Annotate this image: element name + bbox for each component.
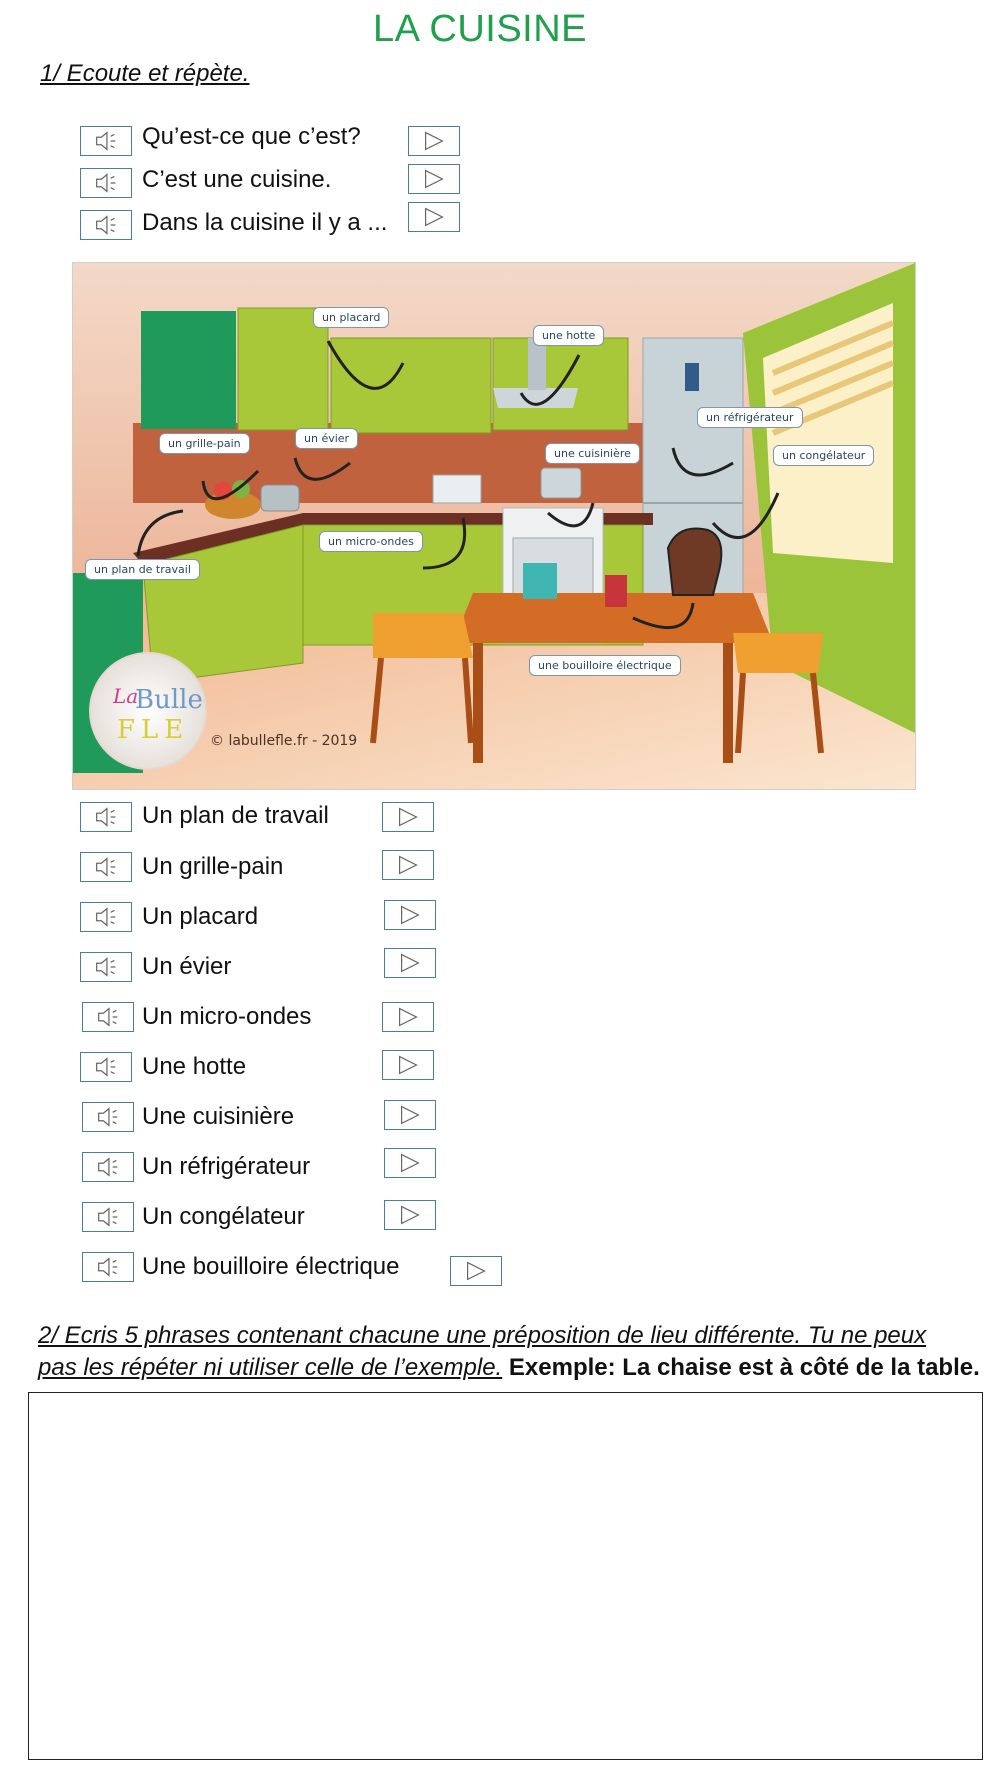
vocab-8-speaker-button[interactable] — [82, 1152, 134, 1182]
page-title: LA CUISINE — [372, 8, 588, 50]
svg-text:FLE: FLE — [117, 715, 190, 745]
exercise1-heading: 1/ Ecoute et répète. — [40, 60, 250, 87]
phrase-1-play-button[interactable] — [408, 126, 460, 156]
vocab-6-play-button[interactable] — [382, 1050, 434, 1080]
exercise2-instruction-line2: pas les répéter ni utiliser celle de l’exemple. — [38, 1354, 503, 1381]
vocab-4-play-button[interactable] — [384, 948, 436, 978]
vocab-3-text: Un placard — [142, 903, 259, 930]
label-placard: un placard — [313, 307, 389, 328]
svg-text:Bulle: Bulle — [135, 685, 203, 715]
label-hotte: une hotte — [533, 325, 604, 346]
label-cuisiniere: une cuisinière — [545, 443, 640, 464]
vocab-6-speaker-button[interactable] — [80, 1052, 132, 1082]
vocab-9-play-button[interactable] — [384, 1200, 436, 1230]
label-plan-de-travail: un plan de travail — [85, 559, 200, 580]
exercise2-example: Exemple: La chaise est à côté de la table. — [508, 1354, 980, 1381]
vocab-5-play-button[interactable] — [382, 1002, 434, 1032]
label-congelateur: un congélateur — [773, 445, 874, 466]
kitchen-drawing — [73, 263, 915, 789]
vocab-10-speaker-button[interactable] — [82, 1252, 134, 1282]
label-bouilloire: une bouilloire électrique — [529, 655, 681, 676]
vocab-2-speaker-button[interactable] — [80, 852, 132, 882]
vocab-5-speaker-button[interactable] — [82, 1002, 134, 1032]
vocab-10-text: Une bouilloire électrique — [142, 1253, 400, 1280]
vocab-2-text: Un grille-pain — [142, 853, 284, 880]
svg-text:La: La — [113, 684, 139, 708]
vocab-7-play-button[interactable] — [384, 1100, 436, 1130]
vocab-1-speaker-button[interactable] — [80, 802, 132, 832]
vocab-6-text: Une hotte — [142, 1053, 247, 1080]
vocab-8-text: Un réfrigérateur — [142, 1153, 311, 1180]
vocab-5-text: Un micro-ondes — [142, 1003, 312, 1030]
vocab-10-play-button[interactable] — [450, 1256, 502, 1286]
phrase-1-text: Qu’est-ce que c’est? — [142, 123, 361, 150]
copyright-credit: © labullefle.fr - 2019 — [210, 733, 358, 749]
vocab-1-play-button[interactable] — [382, 802, 434, 832]
vocab-7-speaker-button[interactable] — [82, 1102, 134, 1132]
exercise2-instructions — [38, 1320, 998, 1384]
label-micro-ondes: un micro-ondes — [319, 531, 423, 552]
phrase-2-text: C’est une cuisine. — [142, 166, 332, 193]
vocab-7-text: Une cuisinière — [142, 1103, 295, 1130]
phrase-2-play-button[interactable] — [408, 164, 460, 194]
label-evier: un évier — [295, 428, 358, 449]
phrase-3-play-button[interactable] — [408, 202, 460, 232]
vocab-9-text: Un congélateur — [142, 1203, 305, 1230]
vocab-4-speaker-button[interactable] — [80, 952, 132, 982]
vocab-8-play-button[interactable] — [384, 1148, 436, 1178]
exercise2-instruction-line1: 2/ Ecris 5 phrases contenant chacune une préposition de lieu différente. Tu ne peux — [38, 1322, 927, 1349]
vocab-9-speaker-button[interactable] — [82, 1202, 134, 1232]
vocab-2-play-button[interactable] — [382, 850, 434, 880]
phrase-2-speaker-button[interactable] — [80, 168, 132, 198]
label-grille-pain: un grille-pain — [159, 433, 250, 454]
answer-box[interactable] — [28, 1392, 983, 1760]
kitchen-illustration — [72, 262, 916, 790]
vocab-4-text: Un évier — [142, 953, 232, 980]
phrase-1-speaker-button[interactable] — [80, 126, 132, 156]
label-refrigerateur: un réfrigérateur — [697, 407, 803, 428]
phrase-3-speaker-button[interactable] — [80, 210, 132, 240]
phrase-3-text: Dans la cuisine il y a ... — [142, 209, 388, 236]
vocab-3-speaker-button[interactable] — [80, 902, 132, 932]
vocab-1-text: Un plan de travail — [142, 802, 329, 829]
vocab-3-play-button[interactable] — [384, 900, 436, 930]
